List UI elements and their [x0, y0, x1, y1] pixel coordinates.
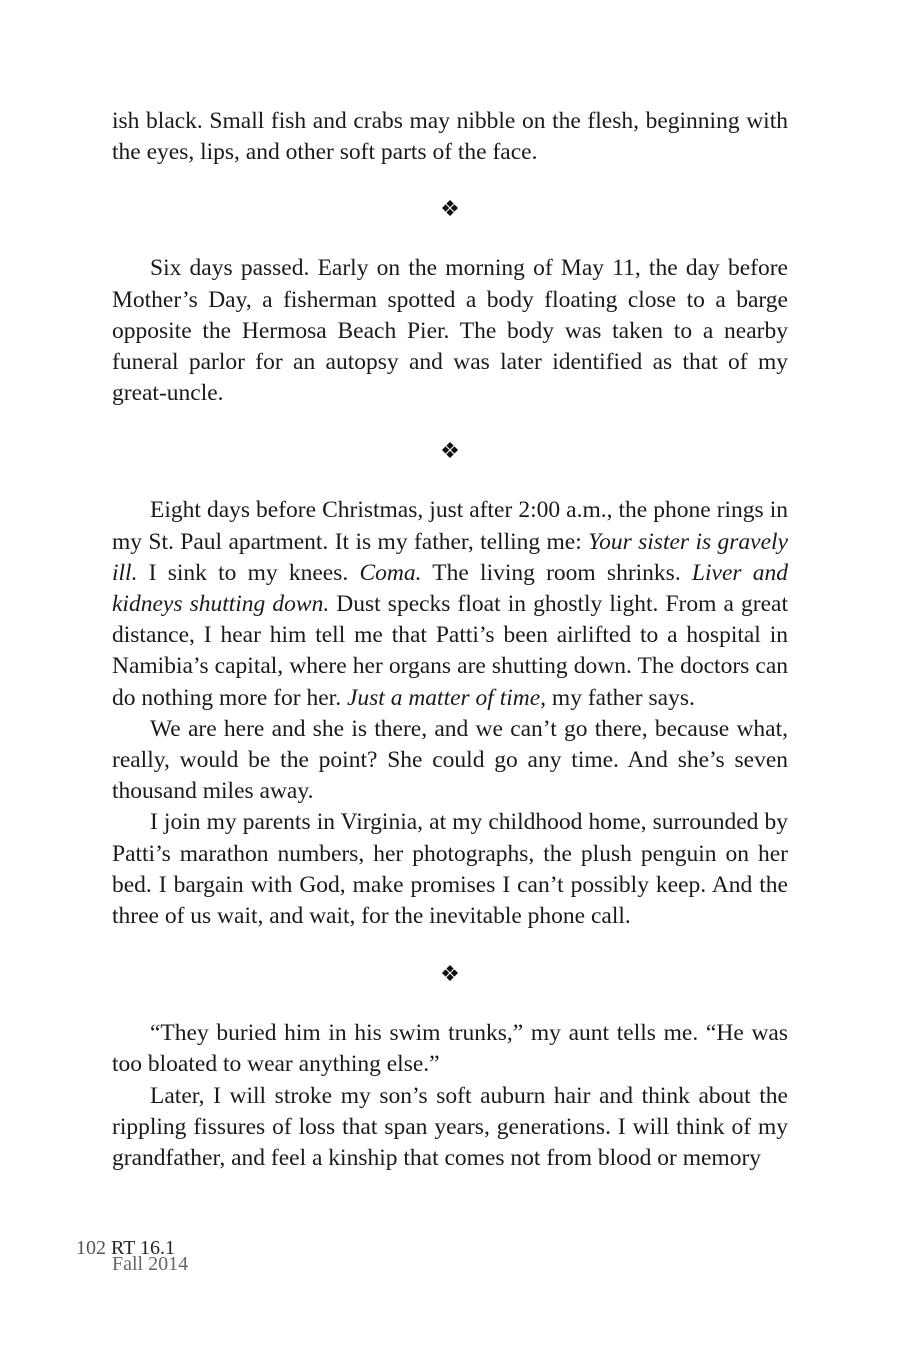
page-body [112, 106, 788, 1174]
paragraph: “They buried him in his swim trunks,” my aunt tells me. “He was too bloated to wear anything else.” [112, 1020, 788, 1078]
text-run: The living room shrinks. [421, 559, 692, 586]
section-break-ornament: ❖ [440, 438, 460, 464]
italic-word: Coma. [359, 559, 422, 586]
paragraph: ish black. Small fish and crabs may nibble on the flesh, beginning with the eyes, lips, and other soft parts of the face. [112, 108, 788, 166]
paragraph [112, 495, 788, 713]
issue-date: Fall 2014 [112, 1253, 189, 1275]
text-run: Dust specks float in ghostly light. From a great distance, I hear him tell me that Patti’s been airlifted to a hospital in Namibia’s capital, where her organs are shutting down. The doctors can do nothing more for her. [112, 591, 788, 711]
paragraph: I join my parents in Virginia, at my childhood home, surrounded by Patti’s marathon numbers, her photographs, the plush penguin on her bed. I bargain with God, make promises I can’t possibly keep. And the three of us wait, and wait, for the inevitable phone call. [112, 809, 788, 930]
italic-phrase: Liver and kidneys shutting down. [112, 559, 788, 618]
paragraph: We are here and she is there, and we can’t go there, because what, really, would be the point? She could go any time. And she’s seven thousand miles away. [112, 715, 788, 805]
paragraph: Six days passed. Early on the morning of May 11, the day before Mother’s Day, a fisherman spotted a body floating close to a barge opposite the Hermosa Beach Pier. The body was taken to a nearby funeral parlor for an autopsy and was later identified as that of my great-uncle. [112, 255, 788, 407]
paragraph: Later, I will stroke my son’s soft auburn hair and think about the rippling fissures of loss that span years, generations. I will think of my grandfather, and feel a kinship that comes not from blood or memory [112, 1082, 788, 1172]
italic-quote: Your sister is gravely ill. [112, 528, 788, 586]
page-number: 102 [76, 1237, 106, 1259]
journal-issue: RT 16.1 [111, 1237, 175, 1259]
page-footer [76, 1237, 189, 1275]
italic-quote: Just a matter of time, [346, 684, 547, 711]
text-run: Eight days before Christmas, just after 2:00 a.m., the phone rings in my St. Paul apartment. It is my father, telling me: [112, 497, 788, 555]
section-break-ornament: ❖ [440, 196, 460, 222]
text-run: I sink to my knees. [137, 559, 360, 586]
section-break-ornament: ❖ [440, 961, 460, 987]
text-run: my father says. [546, 684, 695, 711]
